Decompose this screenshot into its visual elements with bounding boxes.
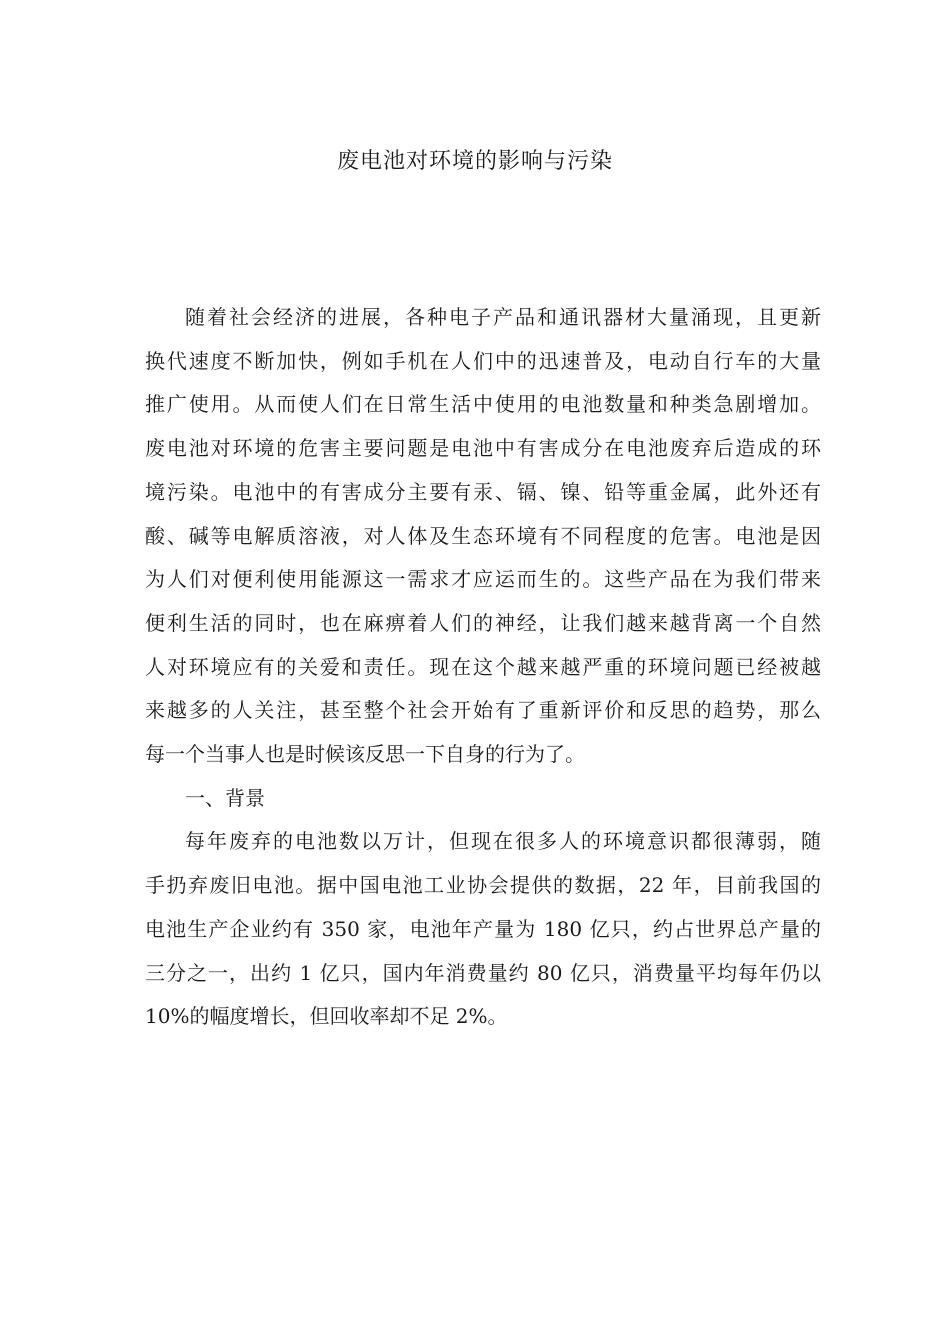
paragraph-line: 手扔弃废旧电池。据中国电池工业协会提供的数据，22 年，目前我国的 <box>145 873 821 898</box>
paragraph-line: 10%的幅度增长，但回收率却不足 2%。 <box>145 1004 508 1029</box>
document-body <box>145 296 821 1039</box>
paragraph-line: 三分之一，出约 1 亿只，国内年消费量约 80 亿只，消费量平均每年仍以 <box>145 960 821 985</box>
paragraph-intro <box>145 296 821 777</box>
paragraph-line: 电池生产企业约有 350 家，电池年产量为 180 亿只，约占世界总产量的 <box>145 916 821 941</box>
paragraph-line: 便利生活的同时，也在麻痹着人们的神经，让我们越来越背离一个自然 <box>145 610 821 635</box>
section-heading-background: 一、背景 <box>185 785 265 810</box>
paragraph-line: 推广使用。从而使人们在日常生活中使用的电池数量和种类急剧增加。 <box>145 392 821 417</box>
paragraph-line: 人对环境应有的关爱和责任。现在这个越来越严重的环境问题已经被越 <box>145 654 821 679</box>
document-title: 废电池对环境的影响与污染 <box>336 149 613 174</box>
paragraph-line: 境污染。电池中的有害成分主要有汞、镉、镍、铅等重金属，此外还有 <box>145 479 821 504</box>
paragraph-background <box>145 820 821 1039</box>
paragraph-line: 酸、碱等电解质溶液，对人体及生态环境有不同程度的危害。电池是因 <box>145 523 821 548</box>
paragraph-line: 每一个当事人也是时候该反思一下自身的行为了。 <box>145 742 585 767</box>
paragraph-line: 为人们对便利使用能源这一需求才应运而生的。这些产品在为我们带来 <box>145 567 821 592</box>
paragraph-line: 废电池对环境的危害主要问题是电池中有害成分在电池废弃后造成的环 <box>145 436 821 461</box>
paragraph-line: 随着社会经济的进展，各种电子产品和通讯器材大量涌现，且更新 <box>185 305 821 329</box>
paragraph-line: 来越多的人关注，甚至整个社会开始有了重新评价和反思的趋势，那么 <box>145 698 821 723</box>
paragraph-line: 换代速度不断加快，例如手机在人们中的迅速普及，电动自行车的大量 <box>145 348 821 373</box>
paragraph-line: 每年废弃的电池数以万计，但现在很多人的环境意识都很薄弱，随 <box>185 829 821 854</box>
